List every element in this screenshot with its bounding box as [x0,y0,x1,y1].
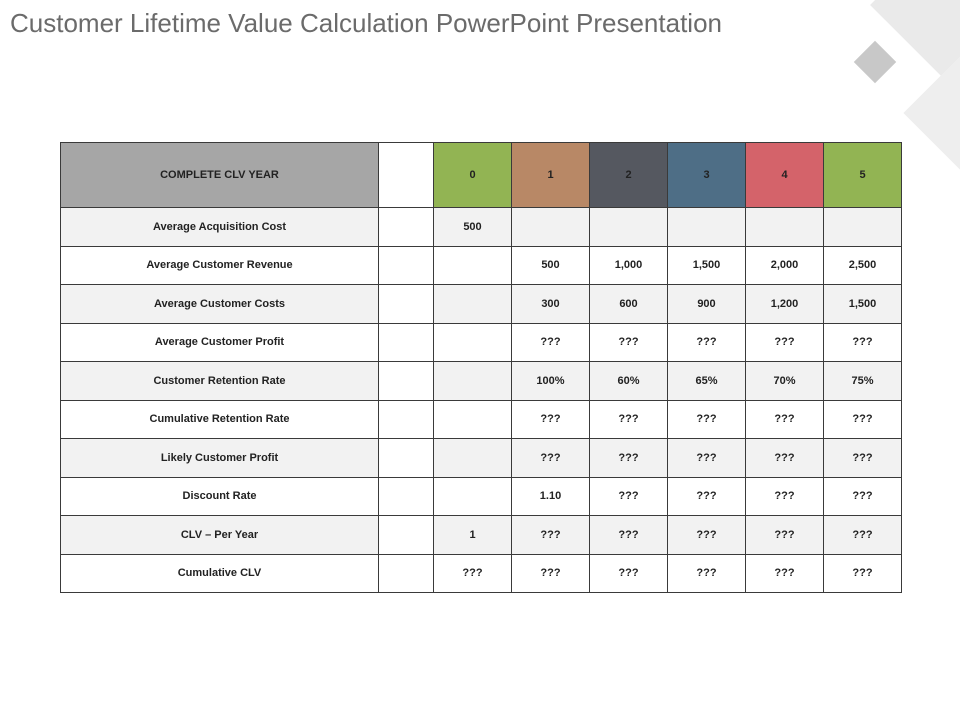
table-row [61,362,902,401]
cell-year-0 [434,362,512,401]
table-row [61,285,902,324]
cell-year-3: ??? [668,554,746,593]
row-label-discount-rate: Discount Rate [61,477,379,516]
cell-year-4: 2,000 [746,246,824,285]
row-label-customer-retention-rate: Customer Retention Rate [61,362,379,401]
spacer-column [379,439,434,478]
cell-year-0 [434,439,512,478]
row-label-clv-per-year: CLV – Per Year [61,516,379,555]
cell-year-3 [668,208,746,247]
cell-year-1: ??? [512,400,590,439]
cell-year-4: 1,200 [746,285,824,324]
cell-year-2: ??? [590,400,668,439]
header-row [61,143,902,208]
year-2-header: 2 [590,143,668,208]
cell-year-5: ??? [824,323,902,362]
cell-year-2: 1,000 [590,246,668,285]
cell-year-1: ??? [512,439,590,478]
year-1-header: 1 [512,143,590,208]
cell-year-3: ??? [668,516,746,555]
cell-year-2: ??? [590,477,668,516]
cell-year-2 [590,208,668,247]
cell-year-4: 70% [746,362,824,401]
spacer-column [379,516,434,555]
table-row [61,554,902,593]
cell-year-3: ??? [668,477,746,516]
spacer-column [379,208,434,247]
row-label-average-acquisition-cost: Average Acquisition Cost [61,208,379,247]
cell-year-1: 500 [512,246,590,285]
cell-year-0 [434,400,512,439]
cell-year-5: 75% [824,362,902,401]
row-label-average-customer-costs: Average Customer Costs [61,285,379,324]
cell-year-3: 900 [668,285,746,324]
spacer-column [379,246,434,285]
header-label: COMPLETE CLV YEAR [61,143,379,208]
cell-year-5: ??? [824,477,902,516]
spacer-column [379,362,434,401]
cell-year-5 [824,208,902,247]
cell-year-4: ??? [746,477,824,516]
cell-year-0 [434,477,512,516]
table-row [61,477,902,516]
spacer-column [379,143,434,208]
cell-year-5: ??? [824,439,902,478]
spacer-column [379,554,434,593]
cell-year-1: ??? [512,554,590,593]
row-label-cumulative-clv: Cumulative CLV [61,554,379,593]
cell-year-2: ??? [590,323,668,362]
cell-year-2: ??? [590,554,668,593]
table-row [61,439,902,478]
cell-year-5: ??? [824,554,902,593]
decor-diamond-light [903,49,960,176]
cell-year-4: ??? [746,516,824,555]
cell-year-5: ??? [824,516,902,555]
spacer-column [379,323,434,362]
spacer-column [379,477,434,516]
cell-year-1: ??? [512,516,590,555]
year-0-header: 0 [434,143,512,208]
cell-year-3: ??? [668,400,746,439]
cell-year-3: 65% [668,362,746,401]
table-row [61,400,902,439]
table-row [61,323,902,362]
cell-year-1: 1.10 [512,477,590,516]
cell-year-3: 1,500 [668,246,746,285]
cell-year-4: ??? [746,439,824,478]
cell-year-5: 1,500 [824,285,902,324]
cell-year-4 [746,208,824,247]
row-label-cumulative-retention-rate: Cumulative Retention Rate [61,400,379,439]
spacer-column [379,285,434,324]
clv-table [60,142,902,593]
cell-year-5: 2,500 [824,246,902,285]
cell-year-0 [434,323,512,362]
cell-year-4: ??? [746,400,824,439]
year-3-header: 3 [668,143,746,208]
cell-year-1: 100% [512,362,590,401]
cell-year-1: ??? [512,323,590,362]
year-5-header: 5 [824,143,902,208]
year-4-header: 4 [746,143,824,208]
cell-year-3: ??? [668,439,746,478]
cell-year-0: ??? [434,554,512,593]
cell-year-2: 600 [590,285,668,324]
table-row [61,246,902,285]
row-label-average-customer-revenue: Average Customer Revenue [61,246,379,285]
cell-year-0 [434,246,512,285]
cell-year-2: ??? [590,516,668,555]
row-label-likely-customer-profit: Likely Customer Profit [61,439,379,478]
row-label-average-customer-profit: Average Customer Profit [61,323,379,362]
spacer-column [379,400,434,439]
slide-title: Customer Lifetime Value Calculation PowerPoint Presentation [10,8,722,38]
cell-year-0: 500 [434,208,512,247]
cell-year-2: 60% [590,362,668,401]
cell-year-0 [434,285,512,324]
table-row [61,208,902,247]
cell-year-4: ??? [746,554,824,593]
cell-year-4: ??? [746,323,824,362]
cell-year-1: 300 [512,285,590,324]
cell-year-3: ??? [668,323,746,362]
cell-year-2: ??? [590,439,668,478]
cell-year-0: 1 [434,516,512,555]
cell-year-1 [512,208,590,247]
cell-year-5: ??? [824,400,902,439]
decor-diamond-small [854,41,896,83]
table-row [61,516,902,555]
